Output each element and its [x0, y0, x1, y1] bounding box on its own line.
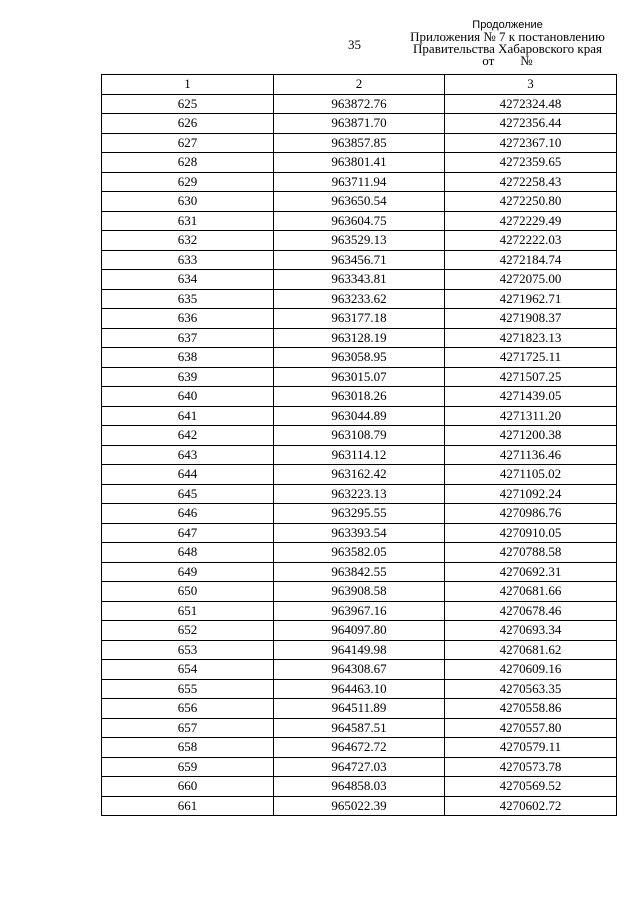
table-row: [102, 387, 617, 407]
column-header-2: 2: [274, 75, 445, 95]
y-coordinate-cell: 4272367.10: [445, 133, 617, 153]
point-number-cell: 632: [102, 231, 274, 251]
y-coordinate-cell: 4270557.80: [445, 718, 617, 738]
table-row: [102, 523, 617, 543]
x-coordinate-cell: 964672.72: [274, 738, 445, 758]
x-coordinate-cell: 963650.54: [274, 192, 445, 212]
y-coordinate-cell: 4270788.58: [445, 543, 617, 563]
y-coordinate-cell: 4270986.76: [445, 504, 617, 524]
point-number-cell: 640: [102, 387, 274, 407]
point-number-cell: 652: [102, 621, 274, 641]
point-number-cell: 629: [102, 172, 274, 192]
x-coordinate-cell: 963967.16: [274, 601, 445, 621]
x-coordinate-cell: 963711.94: [274, 172, 445, 192]
y-coordinate-cell: 4270569.52: [445, 777, 617, 797]
table-row: [102, 153, 617, 173]
table-row: [102, 601, 617, 621]
y-coordinate-cell: 4270681.66: [445, 582, 617, 602]
table-row: [102, 211, 617, 231]
table-row: [102, 621, 617, 641]
x-coordinate-cell: 964308.67: [274, 660, 445, 680]
x-coordinate-cell: 963604.75: [274, 211, 445, 231]
appendix-header: [395, 20, 620, 67]
page-number: 35: [348, 37, 361, 52]
table-row: [102, 133, 617, 153]
table-row: [102, 172, 617, 192]
y-coordinate-cell: 4271725.11: [445, 348, 617, 368]
y-coordinate-cell: 4270563.35: [445, 679, 617, 699]
appendix-line-1: Приложения № 7 к постановлению: [410, 29, 605, 44]
point-number-cell: 625: [102, 94, 274, 114]
y-coordinate-cell: 4271439.05: [445, 387, 617, 407]
column-header-3: 3: [445, 75, 617, 95]
x-coordinate-cell: 964587.51: [274, 718, 445, 738]
x-coordinate-cell: 963177.18: [274, 309, 445, 329]
x-coordinate-cell: 964149.98: [274, 640, 445, 660]
y-coordinate-cell: 4272356.44: [445, 114, 617, 134]
y-coordinate-cell: 4272222.03: [445, 231, 617, 251]
point-number-cell: 654: [102, 660, 274, 680]
point-number-cell: 626: [102, 114, 274, 134]
x-coordinate-cell: 964463.10: [274, 679, 445, 699]
table-row: [102, 757, 617, 777]
y-coordinate-cell: 4272324.48: [445, 94, 617, 114]
x-coordinate-cell: 963842.55: [274, 562, 445, 582]
table-body: [102, 94, 617, 816]
x-coordinate-cell: 964097.80: [274, 621, 445, 641]
table-row: [102, 679, 617, 699]
point-number-cell: 638: [102, 348, 274, 368]
x-coordinate-cell: 965022.39: [274, 796, 445, 816]
x-coordinate-cell: 963018.26: [274, 387, 445, 407]
y-coordinate-cell: 4271105.02: [445, 465, 617, 485]
point-number-cell: 648: [102, 543, 274, 563]
y-coordinate-cell: 4271908.37: [445, 309, 617, 329]
point-number-cell: 639: [102, 367, 274, 387]
y-coordinate-cell: 4271200.38: [445, 426, 617, 446]
point-number-cell: 651: [102, 601, 274, 621]
coordinates-table: [101, 74, 617, 816]
x-coordinate-cell: 963295.55: [274, 504, 445, 524]
table-row: [102, 465, 617, 485]
table-row: [102, 718, 617, 738]
table-row: [102, 738, 617, 758]
x-coordinate-cell: 963456.71: [274, 250, 445, 270]
column-header-1: 1: [102, 75, 274, 95]
point-number-cell: 657: [102, 718, 274, 738]
y-coordinate-cell: 4270602.72: [445, 796, 617, 816]
x-coordinate-cell: 964727.03: [274, 757, 445, 777]
table-row: [102, 582, 617, 602]
y-coordinate-cell: 4271092.24: [445, 484, 617, 504]
table-row: [102, 309, 617, 329]
table-row: [102, 504, 617, 524]
x-coordinate-cell: 963857.85: [274, 133, 445, 153]
y-coordinate-cell: 4270678.46: [445, 601, 617, 621]
point-number-cell: 646: [102, 504, 274, 524]
table-header-row: [102, 75, 617, 95]
point-number-cell: 637: [102, 328, 274, 348]
table-row: [102, 484, 617, 504]
x-coordinate-cell: 963529.13: [274, 231, 445, 251]
x-coordinate-cell: 963393.54: [274, 523, 445, 543]
x-coordinate-cell: 963162.42: [274, 465, 445, 485]
appendix-line-3: от №: [482, 53, 533, 68]
y-coordinate-cell: 4271962.71: [445, 289, 617, 309]
table-row: [102, 289, 617, 309]
point-number-cell: 656: [102, 699, 274, 719]
y-coordinate-cell: 4270573.78: [445, 757, 617, 777]
x-coordinate-cell: 963343.81: [274, 270, 445, 290]
table-row: [102, 348, 617, 368]
point-number-cell: 653: [102, 640, 274, 660]
table-row: [102, 94, 617, 114]
x-coordinate-cell: 963233.62: [274, 289, 445, 309]
table-row: [102, 445, 617, 465]
x-coordinate-cell: 963801.41: [274, 153, 445, 173]
table-row: [102, 699, 617, 719]
x-coordinate-cell: 963871.70: [274, 114, 445, 134]
table-row: [102, 660, 617, 680]
y-coordinate-cell: 4270693.34: [445, 621, 617, 641]
point-number-cell: 650: [102, 582, 274, 602]
y-coordinate-cell: 4271507.25: [445, 367, 617, 387]
y-coordinate-cell: 4271311.20: [445, 406, 617, 426]
point-number-cell: 658: [102, 738, 274, 758]
y-coordinate-cell: 4270681.62: [445, 640, 617, 660]
point-number-cell: 661: [102, 796, 274, 816]
y-coordinate-cell: 4272229.49: [445, 211, 617, 231]
table-row: [102, 328, 617, 348]
y-coordinate-cell: 4272359.65: [445, 153, 617, 173]
point-number-cell: 635: [102, 289, 274, 309]
point-number-cell: 630: [102, 192, 274, 212]
y-coordinate-cell: 4272250.80: [445, 192, 617, 212]
table-row: [102, 406, 617, 426]
table-row: [102, 270, 617, 290]
point-number-cell: 628: [102, 153, 274, 173]
x-coordinate-cell: 963058.95: [274, 348, 445, 368]
x-coordinate-cell: 963582.05: [274, 543, 445, 563]
x-coordinate-cell: 964858.03: [274, 777, 445, 797]
x-coordinate-cell: 963044.89: [274, 406, 445, 426]
table-row: [102, 543, 617, 563]
table-row: [102, 250, 617, 270]
point-number-cell: 655: [102, 679, 274, 699]
table-row: [102, 796, 617, 816]
point-number-cell: 633: [102, 250, 274, 270]
y-coordinate-cell: 4272258.43: [445, 172, 617, 192]
table-row: [102, 114, 617, 134]
point-number-cell: 647: [102, 523, 274, 543]
point-number-cell: 644: [102, 465, 274, 485]
x-coordinate-cell: 963114.12: [274, 445, 445, 465]
point-number-cell: 641: [102, 406, 274, 426]
x-coordinate-cell: 964511.89: [274, 699, 445, 719]
point-number-cell: 649: [102, 562, 274, 582]
x-coordinate-cell: 963108.79: [274, 426, 445, 446]
continuation-label: Продолжение: [472, 19, 543, 31]
y-coordinate-cell: 4272075.00: [445, 270, 617, 290]
table-row: [102, 777, 617, 797]
point-number-cell: 645: [102, 484, 274, 504]
point-number-cell: 659: [102, 757, 274, 777]
point-number-cell: 631: [102, 211, 274, 231]
table-row: [102, 562, 617, 582]
point-number-cell: 627: [102, 133, 274, 153]
y-coordinate-cell: 4270579.11: [445, 738, 617, 758]
x-coordinate-cell: 963128.19: [274, 328, 445, 348]
x-coordinate-cell: 963872.76: [274, 94, 445, 114]
table-row: [102, 231, 617, 251]
y-coordinate-cell: 4270558.86: [445, 699, 617, 719]
point-number-cell: 643: [102, 445, 274, 465]
y-coordinate-cell: 4270910.05: [445, 523, 617, 543]
y-coordinate-cell: 4271823.13: [445, 328, 617, 348]
point-number-cell: 636: [102, 309, 274, 329]
x-coordinate-cell: 963015.07: [274, 367, 445, 387]
y-coordinate-cell: 4270692.31: [445, 562, 617, 582]
appendix-line-2: Правительства Хабаровского края: [413, 41, 602, 56]
table-row: [102, 640, 617, 660]
y-coordinate-cell: 4271136.46: [445, 445, 617, 465]
y-coordinate-cell: 4272184.74: [445, 250, 617, 270]
x-coordinate-cell: 963908.58: [274, 582, 445, 602]
point-number-cell: 642: [102, 426, 274, 446]
table-row: [102, 426, 617, 446]
table-row: [102, 367, 617, 387]
point-number-cell: 634: [102, 270, 274, 290]
point-number-cell: 660: [102, 777, 274, 797]
y-coordinate-cell: 4270609.16: [445, 660, 617, 680]
x-coordinate-cell: 963223.13: [274, 484, 445, 504]
table-row: [102, 192, 617, 212]
